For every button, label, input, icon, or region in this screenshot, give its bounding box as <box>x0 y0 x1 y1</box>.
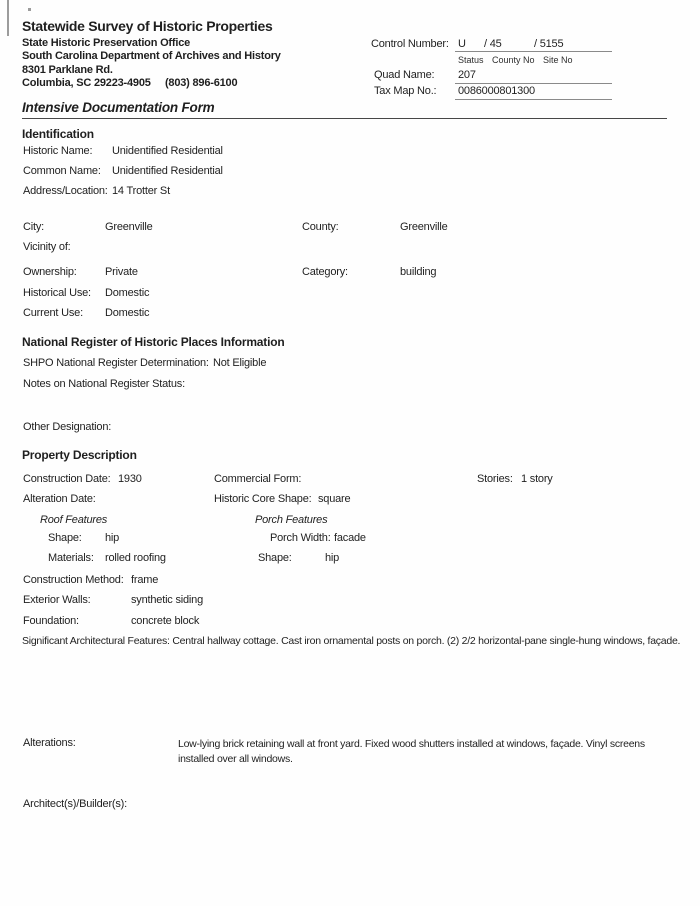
header <box>22 18 281 91</box>
stories-value: 1 story <box>521 473 553 485</box>
roof-shape-label: Shape: <box>48 532 82 544</box>
header-city-phone: Columbia, SC 29223-4905 (803) 896-6100 <box>22 77 238 90</box>
control-site-value: / 5155 <box>534 38 564 50</box>
roof-materials-label: Materials: <box>48 552 94 564</box>
porch-shape-label: Shape: <box>258 552 292 564</box>
foundation-value: concrete block <box>131 615 200 627</box>
alteration-date-label: Alteration Date: <box>23 493 96 505</box>
alterations-value: Low-lying brick retaining wall at front yard. Fixed wood shutters installed at windows, façade. Vinyl screens installed over all windows. <box>178 738 645 765</box>
historical-use-label: Historical Use: <box>23 287 91 299</box>
significant-features-value: Central hallway cottage. Cast iron ornamental posts on porch. (2) 2/2 horizontal-pane single-hung windows, façade. <box>172 635 681 647</box>
header-office: State Historic Preservation Office <box>22 37 191 49</box>
scan-artifact <box>7 0 9 36</box>
historical-use-value: Domestic <box>105 287 150 299</box>
shpo-determination-label: SHPO National Register Determination: <box>23 357 209 369</box>
common-name-label: Common Name: <box>23 165 101 177</box>
shpo-determination-value: Not Eligible <box>213 357 267 369</box>
county-no-caption: County No <box>492 55 535 65</box>
identification-heading: Identification <box>22 127 94 141</box>
significant-features-label: Significant Architectural Features: <box>22 635 170 647</box>
scan-artifact <box>28 8 31 11</box>
control-number-underline <box>455 38 612 52</box>
foundation-label: Foundation: <box>23 615 79 627</box>
porch-features-heading: Porch Features <box>255 514 328 526</box>
historic-core-shape-value: square <box>318 493 351 505</box>
exterior-walls-label: Exterior Walls: <box>23 594 91 606</box>
ownership-value: Private <box>105 266 138 278</box>
construction-date-label: Construction Date: <box>23 473 111 485</box>
status-caption: Status <box>458 55 484 65</box>
page-title: Statewide Survey of Historic Properties <box>22 18 273 34</box>
stories-label: Stories: <box>477 473 513 485</box>
site-no-caption: Site No <box>543 55 573 65</box>
property-description-heading: Property Description <box>22 448 137 462</box>
tax-map-value: 0086000801300 <box>458 85 535 97</box>
historic-core-shape-label: Historic Core Shape: <box>214 493 312 505</box>
quad-name-value: 207 <box>458 69 476 81</box>
architect-builder-label: Architect(s)/Builder(s): <box>23 798 127 810</box>
city-label: City: <box>23 221 45 233</box>
national-register-heading: National Register of Historic Places Information <box>22 335 285 349</box>
historic-name-value: Unidentified Residential <box>112 145 223 157</box>
current-use-value: Domestic <box>105 307 150 319</box>
tax-map-underline <box>455 86 612 100</box>
quad-name-label: Quad Name: <box>374 69 435 81</box>
control-county-value: / 45 <box>484 38 502 50</box>
county-value: Greenville <box>400 221 448 233</box>
construction-method-label: Construction Method: <box>23 574 124 586</box>
roof-shape-value: hip <box>105 532 120 544</box>
porch-width-value: facade <box>334 532 366 544</box>
current-use-label: Current Use: <box>23 307 83 319</box>
quad-name-underline <box>455 70 612 84</box>
form-title: Intensive Documentation Form <box>22 100 215 115</box>
roof-features-heading: Roof Features <box>40 514 108 526</box>
commercial-form-label: Commercial Form: <box>214 473 302 485</box>
header-department: South Carolina Department of Archives and History <box>22 50 281 63</box>
porch-width-label: Porch Width: <box>270 532 331 544</box>
address-location-value: 14 Trotter St <box>112 185 170 197</box>
common-name-value: Unidentified Residential <box>112 165 223 177</box>
roof-materials-value: rolled roofing <box>105 552 166 564</box>
porch-shape-value: hip <box>325 552 340 564</box>
tax-map-label: Tax Map No.: <box>374 85 437 97</box>
vicinity-label: Vicinity of: <box>23 241 71 253</box>
county-label: County: <box>302 221 339 233</box>
address-location-label: Address/Location: <box>23 185 108 197</box>
other-designation-label: Other Designation: <box>23 421 112 433</box>
construction-date-value: 1930 <box>118 473 142 485</box>
exterior-walls-value: synthetic siding <box>131 594 204 606</box>
city-value: Greenville <box>105 221 153 233</box>
significant-features-row <box>22 634 700 649</box>
category-value: building <box>400 266 437 278</box>
control-number-label: Control Number: <box>371 38 449 50</box>
ownership-label: Ownership: <box>23 266 77 278</box>
construction-method-value: frame <box>131 574 159 586</box>
header-street: 8301 Parklane Rd. <box>22 63 113 76</box>
form-title-rule <box>22 118 667 119</box>
historic-name-label: Historic Name: <box>23 145 93 157</box>
alterations-label: Alterations: <box>23 737 76 749</box>
control-status-value: U <box>458 38 466 50</box>
category-label: Category: <box>302 266 348 278</box>
notes-national-register-label: Notes on National Register Status: <box>23 378 185 390</box>
